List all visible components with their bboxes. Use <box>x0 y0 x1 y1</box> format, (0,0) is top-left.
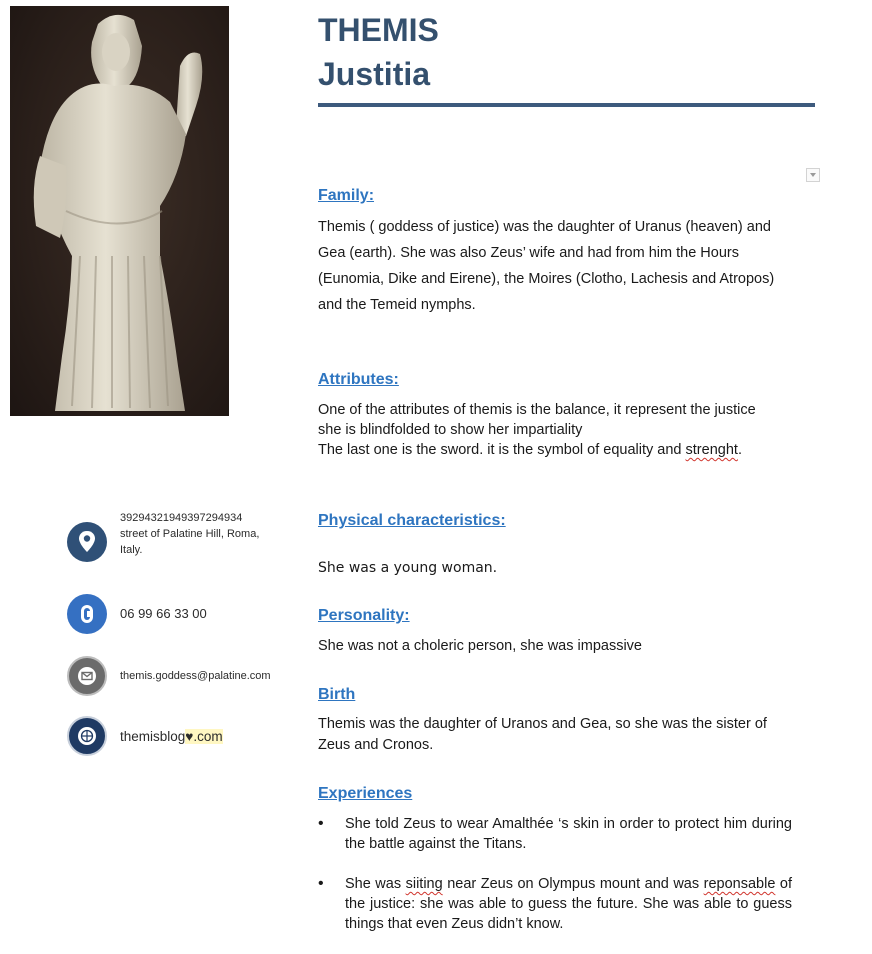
page-title <box>318 8 439 96</box>
attributes-line: she is blindfolded to show her impartiality <box>318 422 583 438</box>
paragraph-birth <box>318 714 767 756</box>
address-line: Italy. <box>120 544 143 556</box>
attributes-text: . <box>737 442 742 458</box>
heart-icon: ♥ <box>185 729 194 744</box>
heading-birth: Birth <box>318 686 356 703</box>
family-line: (Eunomia, Dike and Eirene), the Moires (Clotho, Lachesis and Atropos) <box>318 271 775 287</box>
statue-photo <box>10 6 229 416</box>
list-item <box>318 874 792 934</box>
title-line-2: Justitia <box>318 56 431 92</box>
heading-personality: Personality: <box>318 607 410 624</box>
heading-experiences: Experiences <box>318 785 413 802</box>
chevron-down-icon[interactable] <box>806 168 820 182</box>
phone-icon <box>67 594 107 634</box>
address-line: 39294321949397294934 <box>120 512 243 524</box>
envelope-icon <box>67 656 107 696</box>
attributes-text: The last one is the sword. it is the symbol of equality and <box>318 442 686 458</box>
heading-attributes: Attributes: <box>318 371 399 388</box>
attributes-line <box>318 440 756 460</box>
blog-text: themisblog <box>120 729 186 744</box>
themis-statue-illustration <box>10 6 229 416</box>
birth-line: Themis was the daughter of Uranos and Gea, so she was the sister of <box>318 716 767 732</box>
misspelled-word[interactable]: siiting <box>405 876 443 892</box>
heading-physical: Physical characteristics: <box>318 512 506 529</box>
email-link[interactable]: themis.goddess@palatine.com <box>120 670 271 682</box>
phone-number: 06 99 66 33 00 <box>120 606 207 621</box>
blog-highlight <box>185 729 222 744</box>
blog-text: .com <box>193 729 223 744</box>
list-item <box>318 814 792 854</box>
paragraph-physical: She was a young woman. <box>318 560 498 576</box>
experience-text: She told Zeus to wear Amalthée ‘s skin in order to protect him during the battle against the Titans. <box>345 816 792 852</box>
misspelled-word[interactable]: reponsable <box>703 876 776 892</box>
paragraph-family <box>318 214 774 318</box>
experiences-list <box>318 814 792 954</box>
paragraph-personality: She was not a choleric person, she was impassive <box>318 638 642 654</box>
attributes-line: One of the attributes of themis is the balance, it represent the justice <box>318 402 756 418</box>
misspelled-word[interactable]: strenght <box>685 442 738 458</box>
paragraph-attributes <box>318 400 756 460</box>
experience-text: near Zeus on Olympus mount and was <box>442 876 704 892</box>
globe-icon <box>67 716 107 756</box>
address-block <box>120 510 259 558</box>
address-line: street of Palatine Hill, Roma, <box>120 528 260 540</box>
family-line: Themis ( goddess of justice) was the daughter of Uranus (heaven) and <box>318 219 771 235</box>
experience-text: of the justice: she was able to guess the future. She was able to guess things that even Zeus didn’t know. <box>345 876 792 932</box>
experience-text: She was <box>345 876 406 892</box>
location-pin-icon <box>67 522 107 562</box>
blog-link[interactable] <box>120 729 223 745</box>
family-line: and the Temeid nymphs. <box>318 297 476 313</box>
title-divider <box>318 103 815 107</box>
heading-family: Family: <box>318 187 375 204</box>
birth-line: Zeus and Cronos. <box>318 737 434 753</box>
title-line-1: THEMIS <box>318 12 439 48</box>
family-line: Gea (earth). She was also Zeus’ wife and had from him the Hours <box>318 245 739 261</box>
